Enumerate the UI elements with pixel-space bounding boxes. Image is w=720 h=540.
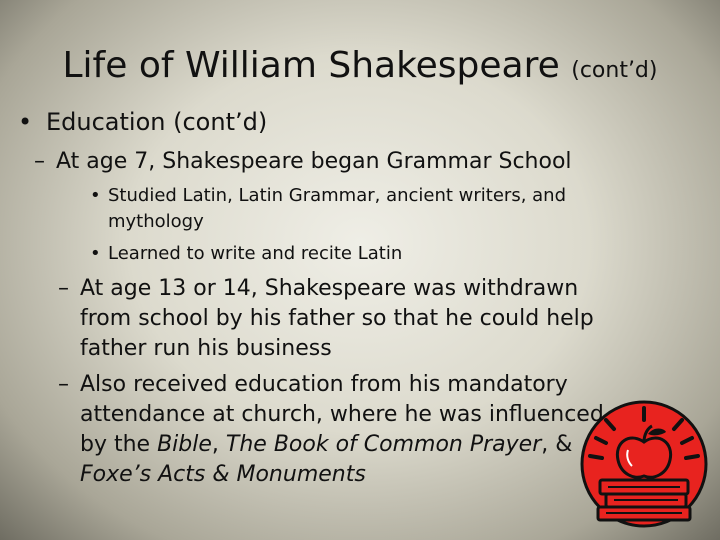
bullet-age-13-line3: father run his business	[80, 336, 332, 361]
bullet-studied-latin-cont: mythology	[108, 211, 204, 232]
bullet-age-13-line2: from school by his father so that he could help	[80, 306, 594, 331]
bullet-dash: –	[58, 372, 69, 397]
bible-title: Bible	[157, 432, 212, 457]
bullet-studied-latin: • Studied Latin, Latin Grammar, ancient writers, and	[90, 183, 566, 209]
bullet-dot: •	[90, 185, 101, 206]
bullet-dot: •	[90, 243, 101, 264]
title-suffix: (cont’d)	[571, 58, 658, 83]
bullet-church-line2: attendance at church, where he was influenced	[80, 402, 604, 427]
bullet-recite-latin: • Learned to write and recite Latin	[90, 241, 402, 267]
bullet-church: – Also received education from his mandatory	[58, 370, 568, 400]
common-prayer-title: The Book of Common Prayer	[225, 432, 542, 457]
foxe-title: Foxe’s Acts & Monuments	[80, 462, 366, 487]
bullet-dash: –	[58, 276, 69, 301]
bullet-church-line3: by the Bible, The Book of Common Prayer, &	[80, 432, 573, 457]
bullet-age-7: – At age 7, Shakespeare began Grammar School	[34, 147, 572, 177]
title-main: Life of William Shakespeare	[62, 45, 560, 86]
bullet-education: • Education (cont’d)	[18, 104, 267, 140]
bullet-dot: •	[18, 108, 33, 136]
bullet-age-13: – At age 13 or 14, Shakespeare was withdrawn	[58, 274, 578, 304]
apple-on-books-icon	[578, 398, 710, 530]
bullet-dash: –	[34, 149, 45, 174]
bullet-church-line4	[80, 460, 366, 490]
